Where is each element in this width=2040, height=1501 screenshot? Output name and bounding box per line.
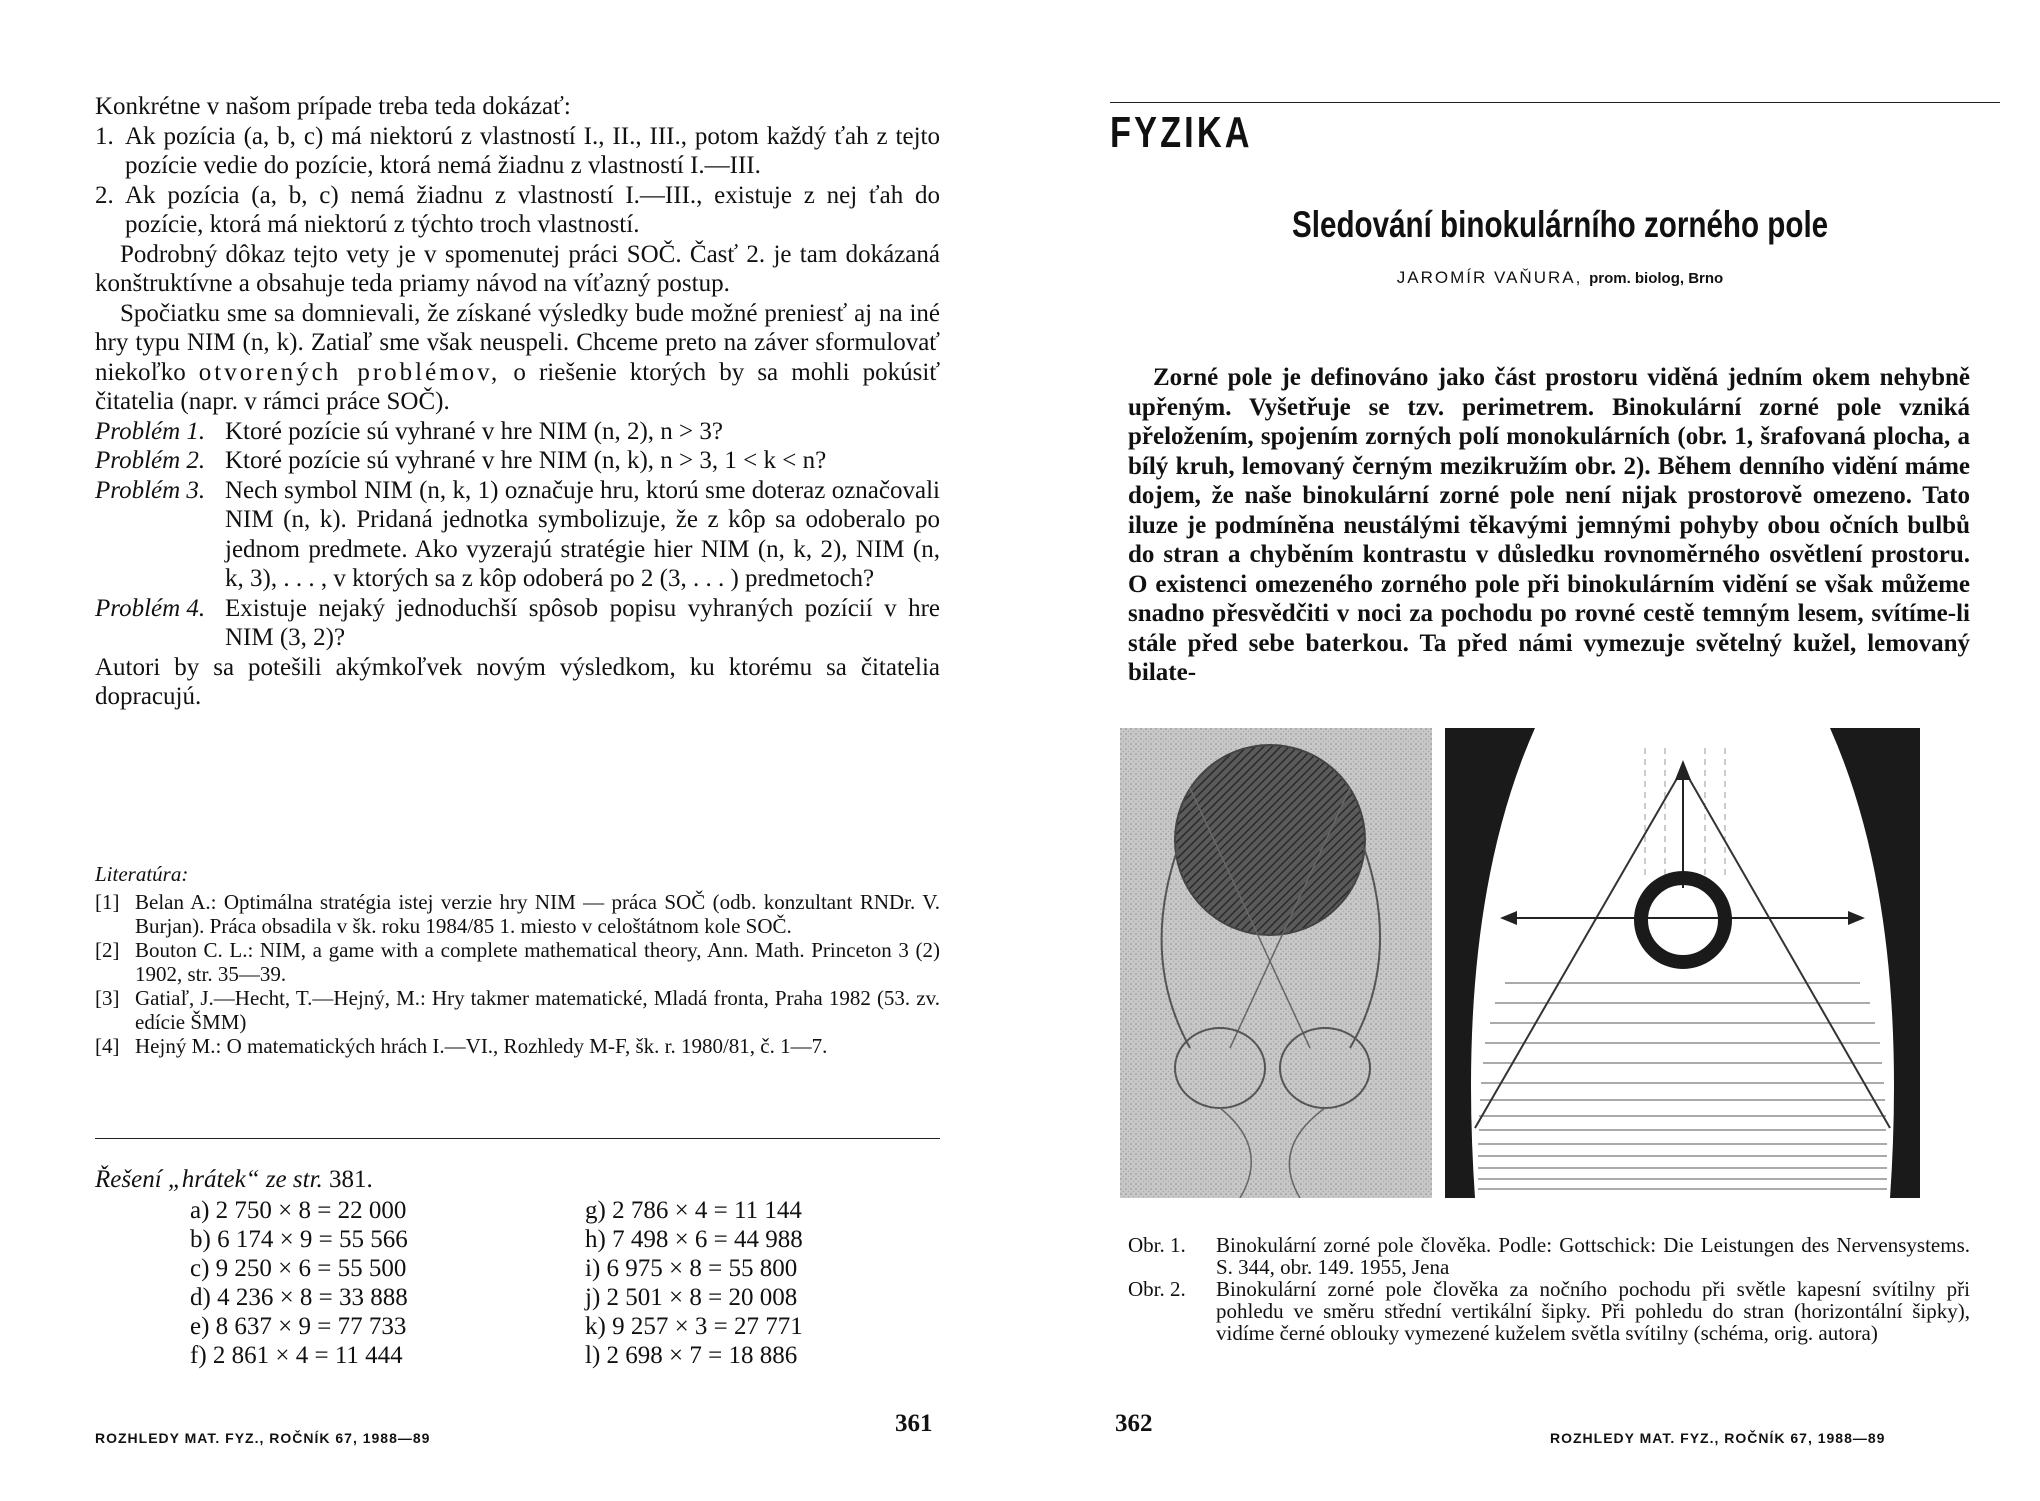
reference-item bbox=[95, 890, 940, 938]
page-number: 362 bbox=[1115, 1410, 1153, 1437]
reference-text: Gatiaľ, J.—Hecht, T.—Hejný, M.: Hry takmer matematické, Mladá fronta, Praha 1982 (53. zv. edície ŠMM) bbox=[135, 986, 940, 1034]
solution-item: i) 6 975 × 8 = 55 800 bbox=[585, 1255, 798, 1282]
solution-item: b) 6 174 × 9 = 55 566 bbox=[190, 1226, 408, 1253]
problem-label: Problém 1. bbox=[95, 417, 206, 445]
header-rule bbox=[1110, 102, 2000, 103]
item-number: 1. bbox=[95, 122, 114, 150]
solutions-grid bbox=[190, 1196, 940, 1370]
caption-text: Binokulární zorné pole člověka za nočního pochodu při světle kapesní svítilny při pohledu ve směru střední vertikální šipky. Při pohledu do stran (horizontální šipky), vidíme černé oblouky vymezené kuželem světla svítilny (schéma, orig. autora) bbox=[1216, 1277, 1970, 1345]
solution-item: e) 8 637 × 9 = 77 733 bbox=[190, 1313, 407, 1340]
item-number: 2. bbox=[95, 181, 114, 209]
solution-item: f) 2 861 × 4 = 11 444 bbox=[190, 1342, 403, 1369]
figure-captions bbox=[1128, 1234, 1970, 1344]
solution-item: j) 2 501 × 8 = 20 008 bbox=[585, 1284, 798, 1311]
item-text: Ak pozícia (a, b, c) má niektorú z vlastností I., II., III., potom každý ťah z tejto pozície vedie do pozície, ktorá nemá žiadnu z vlastností I.—III. bbox=[125, 122, 940, 179]
article-title-text: Sledování binokulárního zorného pole bbox=[1291, 204, 1829, 245]
solutions-block bbox=[95, 1165, 940, 1370]
solution-item: d) 4 236 × 8 = 33 888 bbox=[190, 1284, 408, 1311]
journal-footer: ROZHLEDY MAT. FYZ., ROČNÍK 67, 1988—89 bbox=[95, 1430, 431, 1446]
author-line bbox=[1110, 268, 2010, 288]
article-title bbox=[1110, 204, 2010, 246]
reference-number: [3] bbox=[95, 986, 120, 1010]
problem-label: Problém 3. bbox=[95, 476, 206, 504]
reference-number: [2] bbox=[95, 938, 120, 962]
solution-item: k) 9 257 × 3 = 27 771 bbox=[585, 1313, 803, 1340]
problem-text: Ktoré pozície sú vyhrané v hre NIM (n, 2), n > 3? bbox=[225, 417, 723, 445]
list-item bbox=[95, 122, 940, 181]
solutions-page-ref: 381. bbox=[329, 1166, 373, 1193]
problem-item bbox=[95, 594, 940, 653]
left-page bbox=[0, 0, 1010, 1501]
right-page bbox=[1080, 0, 2040, 1501]
problem-item bbox=[95, 417, 940, 447]
paragraph-text: o riešenie ktorých by sa mohli pokúsiť čitatelia (napr. v rámci práce SOČ). bbox=[95, 358, 941, 415]
reference-item bbox=[95, 938, 940, 986]
problem-text: Existuje nejaký jednoduchší spôsob popisu vyhraných pozícií v hre NIM (3, 2)? bbox=[225, 594, 940, 651]
caption-text: Binokulární zorné pole člověka. Podle: Gottschick: Die Leistungen des Nervensystems. S. 344, obr. 149. 1955, Jena bbox=[1216, 1233, 1970, 1279]
figure-2-flashlight-cone bbox=[1445, 728, 1920, 1198]
intro-text: Konkrétne v našom prípade treba teda dokázať: bbox=[95, 93, 571, 120]
paragraph bbox=[95, 299, 940, 417]
problem-item bbox=[95, 446, 940, 476]
section-divider bbox=[95, 1138, 940, 1139]
item-text: Ak pozícia (a, b, c) nemá žiadnu z vlastností I.—III., existuje z nej ťah do pozície, ktorá má niektorú z týchto troch vlastností. bbox=[125, 181, 940, 238]
reference-number: [1] bbox=[95, 890, 120, 914]
reference-text: Bouton C. L.: NIM, a game with a complete mathematical theory, Ann. Math. Princeton 3 (2) 1902, str. 35—39. bbox=[135, 938, 940, 986]
references bbox=[95, 862, 940, 1058]
reference-text: Belan A.: Optimálna stratégia istej verzie hry NIM — práca SOČ (odb. konzultant RNDr. V. Burjan). Práca obsadila v šk. roku 1984/85 1. miesto v celoštátnom kole SOČ. bbox=[135, 890, 940, 938]
reference-number: [4] bbox=[95, 1034, 120, 1058]
section-heading: FYZIKA bbox=[1110, 108, 1253, 157]
reference-item bbox=[95, 1034, 940, 1058]
caption-item bbox=[1128, 1234, 1970, 1278]
solution-item: l) 2 698 × 7 = 18 886 bbox=[585, 1342, 798, 1369]
figure-1-binocular-field bbox=[1120, 728, 1432, 1198]
caption-label: Obr. 1. bbox=[1128, 1233, 1186, 1257]
solution-item: h) 7 498 × 6 = 44 988 bbox=[585, 1226, 803, 1253]
list-item bbox=[95, 181, 940, 240]
paragraph: Podrobný dôkaz tejto vety je v spomenutej práci SOČ. Časť 2. je tam dokázaná konštruktívne a obsahuje teda priamy návod na víťazný postup. bbox=[95, 240, 940, 297]
problem-text: Nech symbol NIM (n, k, 1) označuje hru, ktorú sme doteraz označovali NIM (n, k). Pridaná jednotka symbolizuje, že z kôp sa odoberalo po jednom predmete. Ako vyzerajú stratégie hier NIM (n, k, 2), NIM (n, k, 3), . . . , v ktorých sa z kôp odoberá po 2 (3, . . . ) predmetoch? bbox=[225, 476, 940, 592]
left-body-text bbox=[95, 92, 940, 712]
solutions-title bbox=[95, 1165, 940, 1194]
reference-item bbox=[95, 986, 940, 1034]
closing-paragraph: Autori by sa potešili akýmkoľvek novým výsledkom, ku ktorému sa čitatelia dopracujú. bbox=[95, 653, 940, 710]
author-name: JAROMÍR VAŇURA, bbox=[1396, 268, 1583, 287]
caption-item bbox=[1128, 1278, 1970, 1344]
solution-item: a) 2 750 × 8 = 22 000 bbox=[190, 1197, 407, 1224]
caption-label: Obr. 2. bbox=[1128, 1277, 1186, 1301]
solutions-title-text: Řešení „hrátek“ ze str. bbox=[95, 1166, 323, 1193]
references-heading: Literatúra: bbox=[95, 862, 189, 886]
abstract-paragraph: Zorné pole je definováno jako část prostoru viděná jedním okem nehybně upřeným. Vyšetřuje se tzv. perimetrem. Binokulární zorné pole vzniká přeložením, spojením zorných polí monokulárních (obr. 1, šrafovaná plocha, a bílý kruh, lemovaný černým mezikružím obr. 2). Během denního vidění máme dojem, že naše binokulární zorné pole není nijak prostorově omezeno. Tato iluze je podmíněna neustálými těkavými jemnými pohyby obou očních bulbů do stran a chyběním kontrastu v důsledku rovnoměrného osvětlení prostoru. O existenci omezeného zorného pole při binokulárním vidění se však můžeme snadno přesvědčiti v noci za pochodu po rovné cestě temným lesem, svítíme-li stále před sebe baterkou. Ta před námi vymezuje světelný kužel, lemovaný bilate- bbox=[1128, 364, 1970, 686]
journal-footer: ROZHLEDY MAT. FYZ., ROČNÍK 67, 1988—89 bbox=[1550, 1430, 1886, 1446]
problem-label: Problém 2. bbox=[95, 447, 206, 474]
solution-item: c) 9 250 × 6 = 55 500 bbox=[190, 1255, 407, 1282]
problem-label: Problém 4. bbox=[95, 594, 206, 622]
problem-text: Ktoré pozície sú vyhrané v hre NIM (n, k), n > 3, 1 < k < n? bbox=[225, 447, 827, 474]
solution-item: g) 2 786 × 4 = 11 144 bbox=[585, 1197, 802, 1224]
paragraph-text: Spočiatku sme sa domnievali, že získané výsledky bude možné preniesť aj na iné hry typu NIM (n, k). Zatiaľ sme však neuspeli. Chceme preto na záver sformulovať niekoľko bbox=[95, 299, 940, 386]
page-number: 361 bbox=[895, 1410, 933, 1437]
reference-text: Hejný M.: O matematických hrách I.—VI., Rozhledy M-F, šk. r. 1980/81, č. 1—7. bbox=[135, 1034, 828, 1058]
author-affiliation: prom. biolog, Brno bbox=[1589, 270, 1724, 287]
spaced-emphasis: otvorených problémov, bbox=[198, 358, 501, 386]
problem-item bbox=[95, 476, 940, 594]
